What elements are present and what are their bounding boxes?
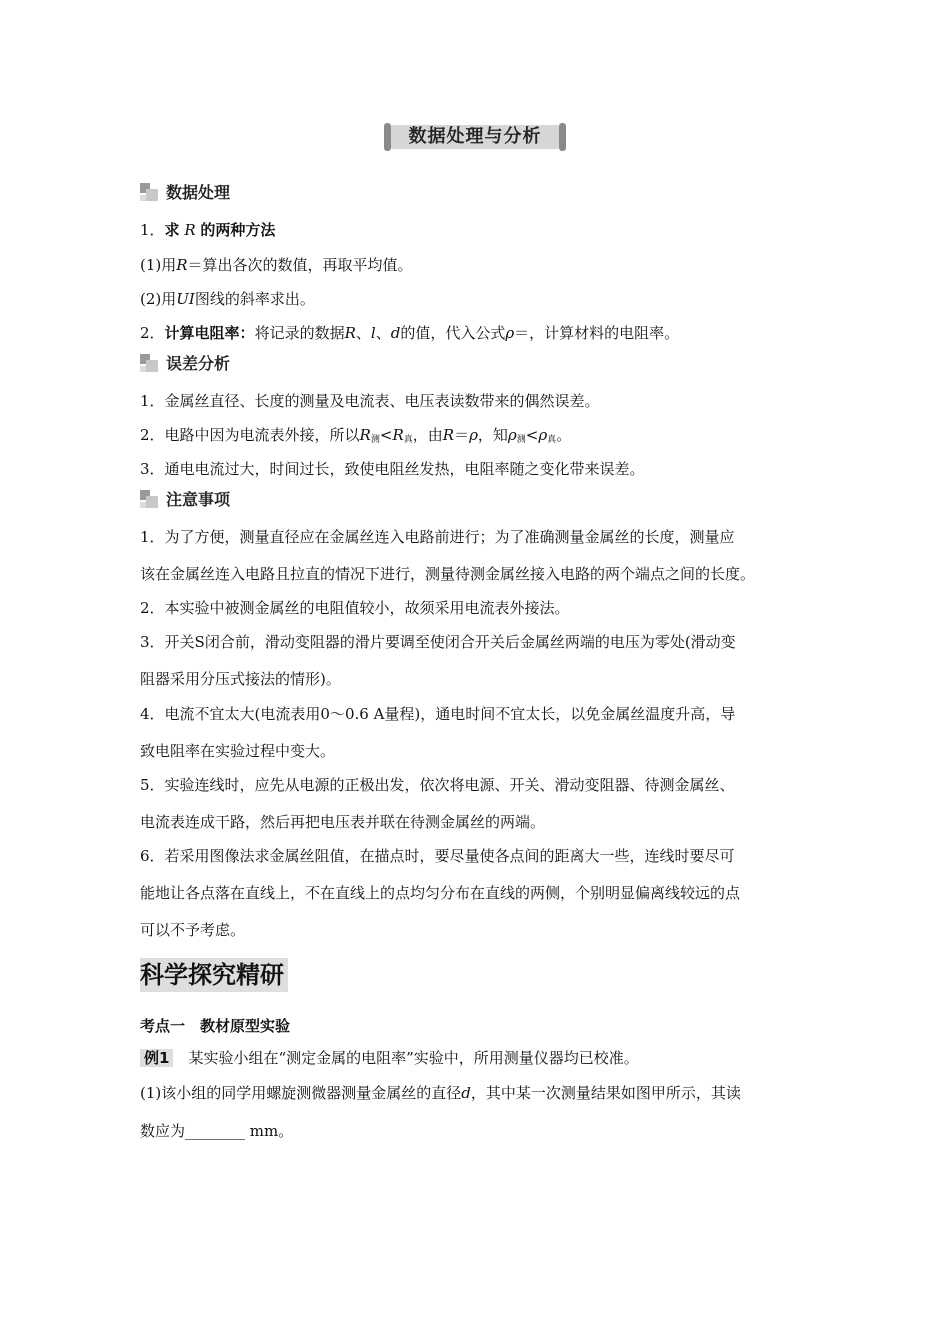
note-line: 电流表连成干路，然后再把电压表并联在待测金属丝的两端。 bbox=[140, 813, 546, 831]
error-item-1: 1．金属丝直径、长度的测量及电流表、电压表读数带来的偶然误差。 bbox=[140, 392, 600, 410]
note-line: 2．本实验中被测金属丝的电阻值较小，故须采用电流表外接法。 bbox=[140, 599, 570, 617]
note-line: 5．实验连线时，应先从电源的正极出发，依次将电源、开关、滑动变阻器、待测金属丝、 bbox=[140, 776, 735, 794]
section-title: 数据处理与分析 bbox=[391, 125, 559, 149]
note-line: 致电阻率在实验过程中变大。 bbox=[140, 742, 336, 760]
note-line: 4．电流不宜太大(电流表用0～0.6 A量程)，通电时间不宜太长，以免金属丝温度升高，导 bbox=[140, 705, 736, 723]
note-line: 阻器采用分压式接法的情形)。 bbox=[140, 670, 341, 688]
example-1: 例1 某实验小组在“测定金属的电阻率”实验中，所用测量仪器均已校准。 bbox=[140, 1046, 639, 1070]
note-line: 6．若采用图像法求金属丝阻值，在描点时，要尽量使各点间的距离大一些，连线时要尽可 bbox=[140, 847, 735, 865]
example-tag: 例1 bbox=[140, 1049, 173, 1067]
note-line: 3．开关S闭合前，滑动变阻器的滑片要调至使闭合开关后金属丝两端的电压为零处(滑动变 bbox=[140, 633, 736, 651]
heading-square-icon bbox=[140, 354, 160, 374]
question-1-line-1: (1)该小组的同学用螺旋测微器测量金属丝的直径d，其中某一次测量结果如图甲所示，其读 bbox=[140, 1084, 741, 1102]
error-item-2: 2．电路中因为电流表外接，所以$R_测<R_真$，由R＝ρ，知$\rho_测<\rho_真$。 bbox=[140, 426, 572, 445]
dp-method-2: (2)用UI图线的斜率求出。 bbox=[140, 290, 315, 308]
heading-text: 误差分析 bbox=[166, 354, 231, 373]
dp-item-1: 1．求 R 的两种方法 bbox=[140, 221, 276, 239]
note-line: 能地让各点落在直线上，不在直线上的点均匀分布在直线的两侧，个别明显偏离线较远的点 bbox=[140, 884, 741, 902]
heading-text: 注意事项 bbox=[166, 490, 231, 509]
question-1-line-2: 数应为________ mm。 bbox=[140, 1122, 294, 1140]
note-line: 1．为了方便，测量直径应在金属丝连入电路前进行；为了准确测量金属丝的长度，测量应 bbox=[140, 528, 735, 546]
heading-text: 数据处理 bbox=[166, 183, 231, 202]
banner-right-cap bbox=[559, 123, 566, 151]
heading-square-icon bbox=[140, 183, 160, 203]
error-item-3: 3．通电电流过大，时间过长，致使电阻丝发热，电阻率随之变化带来误差。 bbox=[140, 460, 645, 478]
note-line: 可以不予考虑。 bbox=[140, 921, 246, 939]
section-title-banner bbox=[384, 122, 566, 152]
dp-method-1: (1)用R＝算出各次的数值，再取平均值。 bbox=[140, 256, 413, 274]
note-line: 该在金属丝连入电路且拉直的情况下进行，测量待测金属丝接入电路的两个端点之间的长度。 bbox=[140, 565, 756, 583]
dp-item-2: 2．计算电阻率：将记录的数据R、l、d的值，代入公式ρ＝，计算材料的电阻率。 bbox=[140, 324, 680, 342]
research-title: 科学探究精研 bbox=[140, 958, 288, 992]
kaodian-heading: 考点一 教材原型实验 bbox=[140, 1017, 291, 1035]
banner-left-cap bbox=[384, 123, 391, 151]
heading-square-icon bbox=[140, 490, 160, 510]
